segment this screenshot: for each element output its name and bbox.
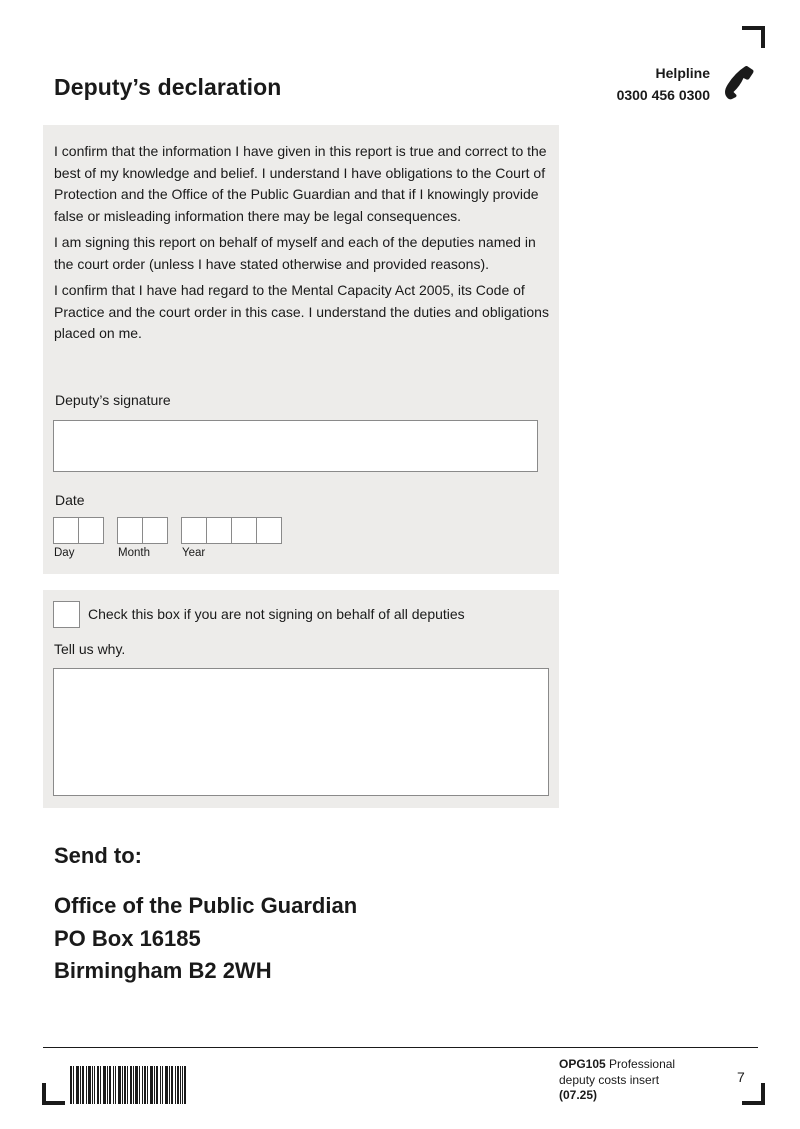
digit-box[interactable] (79, 518, 103, 543)
digit-box[interactable] (143, 518, 167, 543)
form-code: OPG105 (559, 1057, 606, 1071)
reason-field[interactable] (53, 668, 549, 796)
digit-box[interactable] (182, 518, 207, 543)
date-year-field[interactable] (181, 517, 282, 544)
declaration-text (54, 141, 554, 350)
page-number: 7 (737, 1069, 745, 1085)
declaration-paragraph: I am signing this report on behalf of myself and each of the deputies named in the court order (unless I have stated otherwise and provided reasons). (54, 234, 536, 272)
form-name: Professional (609, 1057, 676, 1071)
address-line: Birmingham B2 2WH (54, 958, 272, 983)
helpline-label: Helpline (655, 65, 710, 81)
year-label: Year (182, 547, 206, 559)
digit-box[interactable] (118, 518, 143, 543)
address-line: Office of the Public Guardian (54, 893, 358, 918)
reason-label: Tell us why. (54, 641, 126, 657)
signature-label: Deputy’s signature (55, 392, 171, 408)
not-all-deputies-checkbox[interactable] (53, 601, 80, 628)
declaration-paragraph: I confirm that the information I have given in this report is true and correct to the best of my knowledge and belief. I understand I have obligations to the Court of Protection and the Office of the Public Guardian and that if I knowingly provide false or misleading information there may be legal consequences. (54, 143, 547, 224)
footer-divider (43, 1047, 758, 1048)
date-day-field[interactable] (53, 517, 104, 544)
declaration-paragraph: I confirm that I have had regard to the Mental Capacity Act 2005, its Code of Practice and the court order in this case. I understand the duties and obligations placed on me. (54, 282, 549, 341)
digit-box[interactable] (257, 518, 281, 543)
date-label: Date (55, 492, 85, 508)
not-all-deputies-label: Check this box if you are not signing on behalf of all deputies (88, 606, 465, 622)
address-line: PO Box 16185 (54, 925, 201, 951)
send-to-address (54, 890, 357, 988)
date-month-field[interactable] (117, 517, 168, 544)
helpline-number: 0300 456 0300 (616, 87, 710, 103)
crop-mark-bottom-left (42, 1083, 65, 1105)
page-title: Deputy’s declaration (54, 74, 282, 100)
day-label: Day (54, 547, 75, 559)
form-name-continued: deputy costs insert (559, 1072, 660, 1087)
phone-icon (720, 64, 756, 100)
month-label: Month (118, 547, 150, 559)
helpline (560, 62, 710, 106)
digit-box[interactable] (54, 518, 79, 543)
barcode-icon (70, 1066, 186, 1104)
form-version: (07.25) (559, 1088, 598, 1102)
form-reference (559, 1057, 675, 1104)
send-to-heading: Send to: (54, 843, 142, 868)
signature-field[interactable] (53, 420, 538, 472)
digit-box[interactable] (207, 518, 232, 543)
digit-box[interactable] (232, 518, 257, 543)
crop-mark-bottom-right (742, 1083, 765, 1105)
crop-mark-top-right (742, 26, 765, 48)
